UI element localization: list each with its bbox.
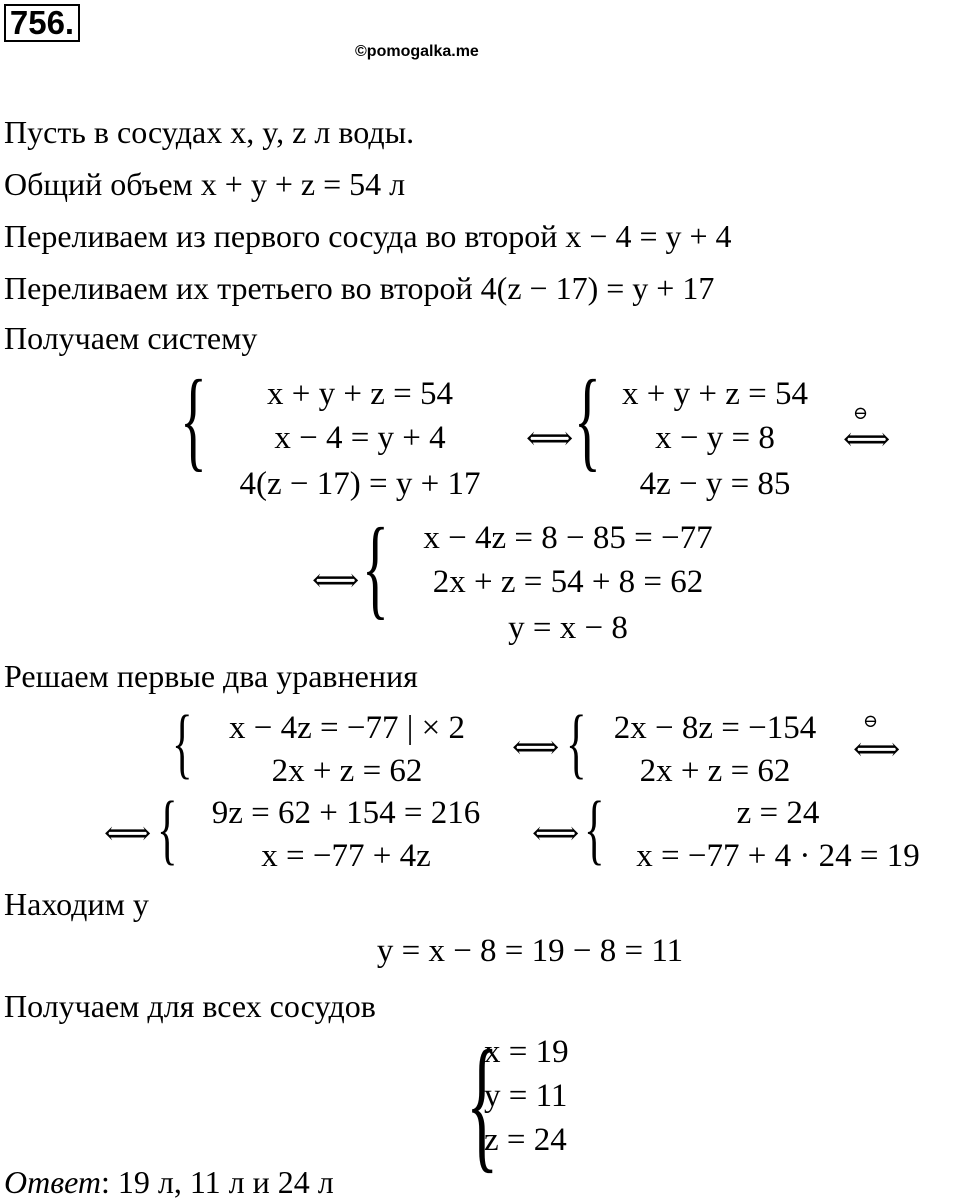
- text-line-7: Находим y: [4, 886, 149, 922]
- equivalence-sign: ⟺: [512, 730, 560, 766]
- equation: x − 4z = 8 − 85 = −77: [423, 520, 713, 556]
- system-brace: {: [172, 699, 193, 786]
- problem-number: 756.: [4, 4, 80, 42]
- equation: x = −77 + 4z: [261, 838, 431, 874]
- minus-circled-icon: ⊖: [853, 403, 869, 423]
- equation: x + y + z = 54: [267, 376, 453, 412]
- system-brace: {: [157, 785, 178, 872]
- y-calculation: y = x − 8 = 19 − 8 = 11: [376, 933, 684, 969]
- text-line-3: Переливаем из первого сосуда во второй x − 4 = y + 4: [4, 218, 732, 254]
- equation: x − 4z = −77 | × 2: [229, 710, 465, 746]
- system-brace: {: [584, 785, 605, 872]
- equation: 9z = 62 + 154 = 216: [211, 795, 481, 831]
- equation: y = x − 8: [508, 610, 628, 646]
- system-brace: {: [466, 1020, 499, 1186]
- text-line-4: Переливаем их третьего во второй 4(z − 17) = y + 17: [4, 270, 715, 306]
- equation: x + y + z = 54: [622, 376, 808, 412]
- equation: x − 4 = y + 4: [274, 420, 446, 456]
- system-brace: {: [566, 699, 587, 786]
- system-brace: {: [574, 358, 601, 482]
- equation: 4(z − 17) = y + 17: [239, 466, 481, 502]
- equation: 2x − 8z = −154: [613, 710, 817, 746]
- equivalence-sign: ⟺: [843, 422, 891, 458]
- equation: 2x + z = 62: [271, 753, 423, 789]
- equation: y = 11: [484, 1078, 568, 1114]
- equation: z = 24: [736, 795, 820, 831]
- equation: 2x + z = 62: [639, 753, 791, 789]
- equivalence-sign: ⟺: [104, 816, 152, 852]
- equivalence-sign: ⟺: [532, 816, 580, 852]
- text-line-6: Решаем первые два уравнения: [4, 658, 418, 694]
- text-line-1: Пусть в сосудах x, y, z л воды.: [4, 114, 415, 150]
- minus-circled-icon: ⊖: [863, 711, 879, 731]
- equation: 2x + z = 54 + 8 = 62: [432, 564, 704, 600]
- system-brace: {: [362, 506, 389, 630]
- equation: x = 19: [484, 1034, 569, 1070]
- text-line-2: Общий объем x + y + z = 54 л: [4, 166, 406, 202]
- answer-text: : 19 л, 11 л и 24 л: [101, 1164, 334, 1200]
- answer-label: Ответ: [4, 1164, 101, 1200]
- answer: [4, 1166, 334, 1198]
- equation: x = −77 + 4 · 24 = 19: [636, 838, 920, 874]
- text-line-8: Получаем для всех сосудов: [4, 988, 376, 1024]
- equation: z = 24: [484, 1122, 567, 1158]
- equivalence-sign: ⟺: [526, 421, 574, 457]
- system-brace: {: [180, 358, 207, 482]
- text-line-5: Получаем систему: [4, 320, 258, 356]
- equation: 4z − y = 85: [639, 466, 791, 502]
- watermark: ©pomogalka.me: [355, 43, 479, 60]
- equivalence-sign: ⟺: [853, 732, 901, 768]
- equation: x − y = 8: [655, 420, 775, 456]
- equivalence-sign: ⟺: [312, 563, 360, 599]
